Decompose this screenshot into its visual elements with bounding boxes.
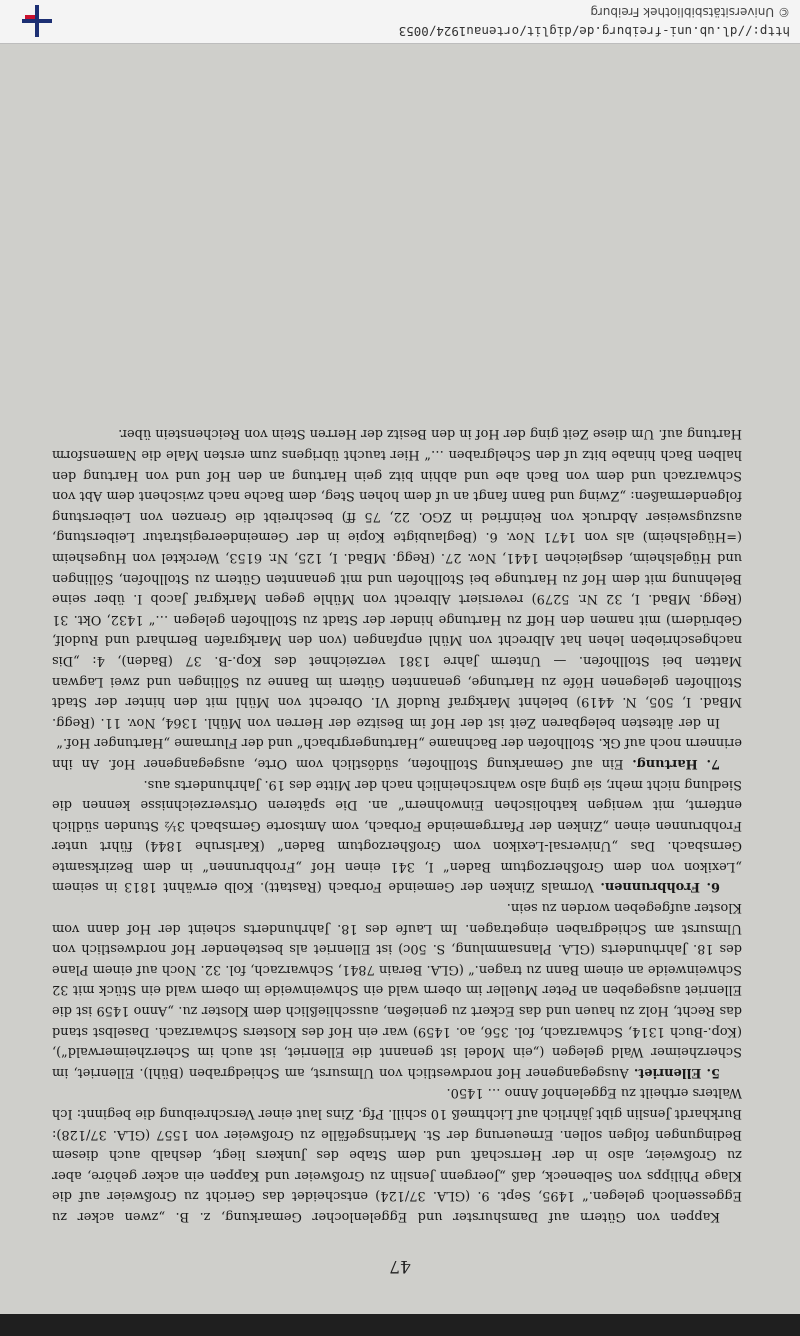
paragraph: 6. Frohbrunnen. Vormals Zinken der Gemeinde Forbach (Rastatt). Kolb erwähnt 1813 in seinem „Lexikon von dem Großherzogtum Baden“ I, 341 einen Hof „Frohbrunnen“ in dem Bezirksamte Gernsbach. Das „Universal-Lexikon vom Großherzogtum Baden“ (Karlsruhe 1844) führt unter Frohbrunnen einen „Zinken der Pfarrgemeinde Forbach, vom Amtsorte Gernsbach 3½ Stunden südlich entfernt, mit wenigen katholischen Einwohnern“ an. Die späteren Ortsverzeichnisse kennen die Siedlung nicht mehr, sie ging also wahrscheinlich nach der Mitte des 19. Jahrhunderts aus. bbox=[52, 776, 742, 895]
paragraph: 5. Ellenriet. Ausgegangener Hof nordwestlich von Ulmsurst, am Schiedgraben (Bühl). Ellenriet, im Scherzheimer Wald gelegen („ein Model ist genannt die Ellenriet, ist auch im Scherzheimerwald“), (Kop.-Buch 1314, Schwarzach, fol. 356, ao. 1459) war ein Hof des Klosters Schwarzach. Daselbst stand das Recht, Holz zu hauen und das Eckert zu genießen, ausschließlich dem Kloster zu. „Anno 1459 ist die Ellenriet ausgegeben an Peter Mueller im obern wald ein Schweinweide im obern wald ein Stück mit 32 Schweinweide an einem Bann zu tragen.“ (GLA. Berain 7841, Schwarzach, fol. 32. Noch auf einem Plane des 18. Jahrhunderts (GLA. Plansammlung, S. 50c) ist Ellenriet als bestehender Hof nordwestlich von Ulmsurst am Schiedgraben eingetragen. Im Laufe des 18. Jahrhunderts scheint der Hof dann vom Kloster aufgegeben worden zu sein. bbox=[52, 900, 742, 1080]
page-number: 47 bbox=[389, 1256, 411, 1276]
library-logo-icon bbox=[22, 5, 52, 37]
section-number: 6. bbox=[706, 879, 720, 895]
viewer-footer bbox=[0, 0, 800, 44]
copyright-notice: © Universitätsbibliothek Freiburg bbox=[590, 5, 790, 19]
source-url[interactable]: http://dl.ub.uni-freiburg.de/diglit/ortenau1924/0053 bbox=[398, 24, 790, 39]
paragraph: In der ältesten belegbaren Zeit ist der Hof im Besitze der Herren von Mühl. 1364, Nov. 11. (Regg. MBad. I, 505, N. 4419) belehnt Markgraf Rudolf VI. Obrecht von Mühl mit den hinter der Stadt Stollhofen gelegenen Höfe zu Hartunge, genannten Gütern im Banne zu Söllingen und zwei Lagwan Matten bei Stollhofen. — Unterm Jahre 1381 verzeichnet des Kop.-B. 37 (Baden), 4: „Dis nachgeschrieben lehen hat Albrecht von Mühl enpfangen (von den Markgrafen Bernhard und Rudolf, Gebrüdern) mit namen den Hoff zu Hartunge hinder der Stadt zu Stollhofen gelegen …“ 1432, Okt. 31 (Regg. MBad. I, 32 Nr. 5279) reversiert Albrecht von Mühle gegen Markgraf Jacob I. über seine Belehnung mit dem Hof zu Hartunge bei Stollhofen und mit genannten Gütern zu Stollhofen, Söllingen und Hügelsheim, desgleichen 1441, Nov. 27. (Regg. MBad. I, 125, Nr. 6153, Wercktel von Hugesheim (=Hügelsheim) als von 1471 Nov. 6. (Beglaubigte Kopie in der Gemeindeeregistratur Leiberstung, auszugsweiser Abdruck von Reinfried in ZGO. 22, 75 ff) beschreibt die Grenzen von Leiberstung folgendermaßen: „Zwing und Bann fangt an uf dem hohen Steg, dem Bache nach zwischent dem Abt von Schwarzach und dem von Bach abe und abhin bitz gein Hartung an den Hof und von Hartung den halben Bach hinabe bitz uf den Schelgraben …“ Hier taucht übrigens zum ersten Male die Namensform Hartung auf. Um diese Zeit ging der Hof in den Besitz der Herren Stein von Reichenstein über. bbox=[52, 426, 742, 730]
scanned-page bbox=[0, 44, 800, 1314]
section-heading: Hartung. bbox=[632, 755, 698, 771]
section-number: 7. bbox=[706, 755, 720, 771]
section-heading: Ellenriet. bbox=[633, 1064, 702, 1080]
page-text bbox=[52, 423, 742, 1226]
paragraph: 7. Hartung. Ein auf Gemarkung Stollhofen, südöstlich vom Orte, ausgegangener Hof. An ihn erinnern noch auf Gk. Stollhofen der Bachname „Hartungergrbach“ und der Flurname „Hartunger Hof.“ bbox=[52, 735, 742, 771]
viewer-top-band bbox=[0, 1314, 800, 1336]
paragraph: Kappen von Gütern auf Damshurster und Eggelenlocher Gemarkung, z. B. „zwen acker zu Eggessenloch gelegen.“ 1495, Sept. 9. (GLA. 37/124) entscheidet das Gericht zu Großweier auf die Klage Philipps von Selbeneck, daß „Joergenn Jenslin zu Großweier und Kappen ein acker gehöre, aber zu Großweier, also in der Herrschaft und dem Stabe des Junkers liegt, deshalb auch diesem Bedingungen folgen sollen. Erneuerung der St. Martinsgefälle zu Großweier von 1557 (GLA. 37/128): Burkhardt Jenslin gibt jährlich auf Lichtmeß 10 schill. Pfg. Zins laut einer Verschreibung die beginnt: Ich Walters ertheilt zu Eggelenhof Anno … 1450. bbox=[52, 1085, 742, 1224]
section-heading: Frohbrunnen. bbox=[600, 879, 701, 895]
section-number: 5. bbox=[706, 1064, 720, 1080]
